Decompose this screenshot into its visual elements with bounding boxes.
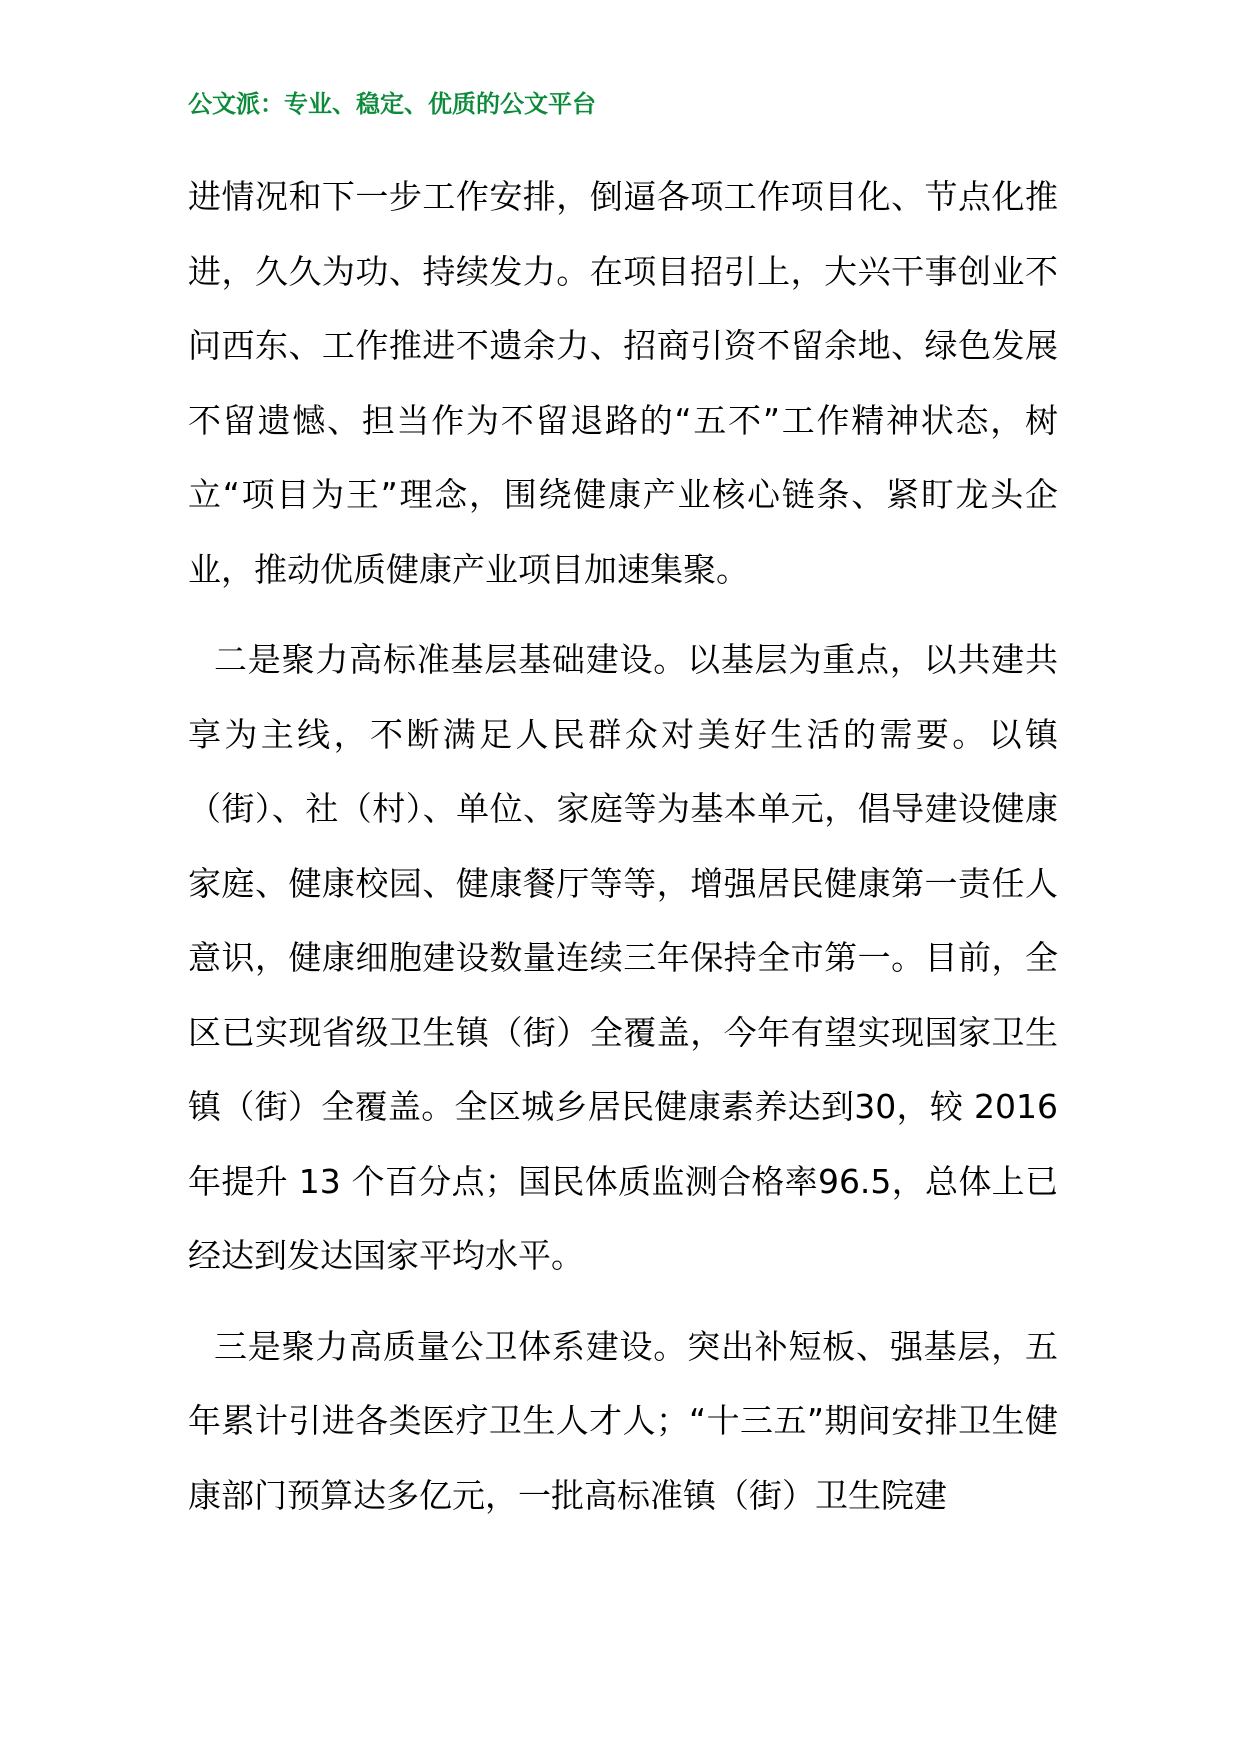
paragraph-grassroots: 二是聚力高标准基层基础建设。以基层为重点，以共建共享为主线，不断满足人民群众对美好生活的需要。以镇（街）、社（村）、单位、家庭等为基本单元，倡导建设健康家庭、健康校园、健康餐厅等等，增强居民健康第一责任人意识，健康细胞建设数量连续三年保持全市第一。目前，全区已实现省级卫生镇（街）全覆盖，今年有望实现国家卫生镇（街）全覆盖。全区城乡居民健康素养达到30，较 2016 年提升 13 个百分点；国民体质监测合格率96.5，总体上已经达到发达国家平均水平。 bbox=[188, 640, 1058, 1275]
page-header: 公文派：专业、稳定、优质的公文平台 bbox=[188, 89, 596, 118]
paragraph-public-health: 三是聚力高质量公卫体系建设。突出补短板、强基层，五年累计引进各类医疗卫生人才人；“十三五”期间安排卫生健康部门预算达多亿元，一批高标准镇（街）卫生院建 bbox=[188, 1326, 1058, 1515]
paragraph-continued: 进情况和下一步工作安排，倒逼各项工作项目化、节点化推进，久久为功、持续发力。在项目招引上，大兴干事创业不问西东、工作推进不遗余力、招商引资不留余地、绿色发展不留遗憾、担当作为不留退路的“五不”工作精神状态，树立“项目为王”理念，围绕健康产业核心链条、紧盯龙头企业，推动优质健康产业项目加速集聚。 bbox=[188, 177, 1058, 589]
document-body bbox=[188, 160, 1058, 1533]
